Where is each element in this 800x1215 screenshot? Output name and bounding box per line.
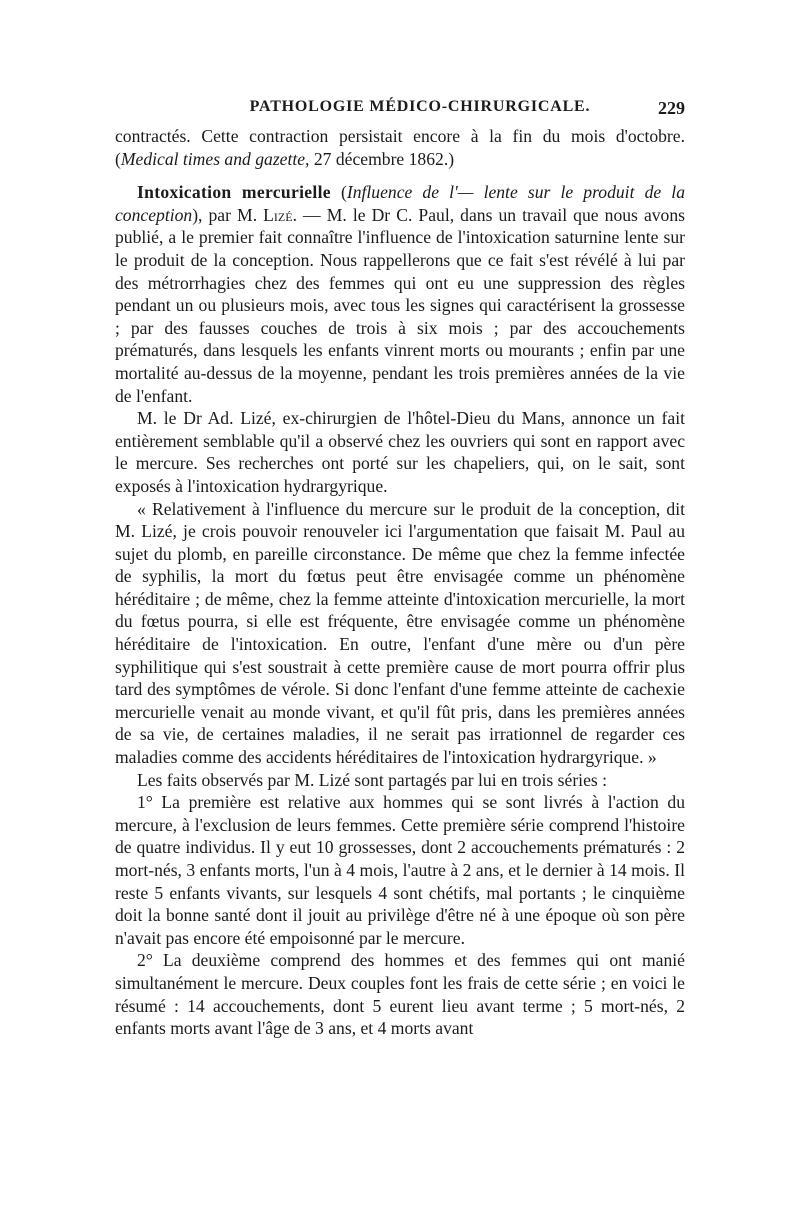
paragraph-text: . — M. le Dr C. Paul, dans un travail que nous avons publié, a le premier fait connaître l'influence de l'intoxication saturnine lente sur le produit de la conception. Nous rappellerons que ce fait s'est révélé à lui par des métrorrhagies chez des femmes qui ont eu une suppression des règles pendant un ou plusieurs mois, avec tous les signes qui caractérisent la grossesse ; par des fausses couches de trois à six mois ; par des accouchements prématurés, dans lesquels les enfants vinrent morts ou mourants ; enfin par une mortalité au-dessus de la moyenne, pendant les trois premières années de la vie de l'enfant. (115, 204, 685, 406)
paragraph: M. le Dr Ad. Lizé, ex-chirurgien de l'hôtel-Dieu du Mans, annonce un fait entièrement semblable qu'il a observé chez les ouvriers qui sont en rapport avec le mercure. Ses recherches ont porté sur les chapeliers, qui, on le sait, sont exposés à l'intoxication hydrargyrique. (115, 408, 685, 496)
page-header (115, 98, 685, 124)
source-citation: Medical times and gazette, (120, 148, 310, 169)
paragraph-series-1: 1° La première est relative aux hommes qui se sont livrés à l'action du mercure, à l'exclusion de leurs femmes. Cette première série comprend l'histoire de quatre individus. Il y eut 10 grossesses, dont 2 accouchements prématurés : 2 mort-nés, 3 enfants morts, l'un à 4 mois, l'autre à 2 ans, et le dernier à 14 mois. Il reste 5 enfants vivants, sur lesquels 4 sont chétifs, mal portants ; le cinquième doit la bonne santé dont il jouit au privilège d'être né à une époque où son père n'avait pas encore été empoisonné par le mercure. (115, 792, 685, 948)
paragraph-text: contractés. Cette contraction persistait encore à la fin du mois d'octobre. ( (115, 126, 685, 169)
paragraph: Les faits observés par M. Lizé sont partagés par lui en trois séries : (137, 769, 608, 790)
section-intoxication-mercurielle (115, 181, 685, 407)
body-text (115, 125, 685, 1040)
paragraph-continuation (115, 125, 685, 170)
author-prefix: ), par M. (192, 204, 264, 225)
running-title: PATHOLOGIE MÉDICO-CHIRURGICALE. (249, 98, 591, 115)
page-number: 229 (658, 98, 685, 118)
paren-open: ( (330, 182, 347, 203)
author-name: Lizé (263, 204, 293, 225)
paragraph-series-2: 2° La deuxième comprend des hommes et des femmes qui ont manié simultanément le mercure. Deux couples font les frais de cette série ; en voici le résumé : 14 accouchements, dont 5 eurent lieu avant terme ; 5 mort-nés, 2 enfants morts avant l'âge de 3 ans, et 4 morts avant (115, 950, 685, 1039)
section-title: Intoxication mercurielle (137, 182, 331, 203)
citation-date: 27 décembre 1862.) (309, 148, 455, 169)
paragraph-quotation: « Relativement à l'influence du mercure sur le produit de la conception, dit M. Lizé, je crois pouvoir renouveler ici l'argumentation que faisait M. Paul au sujet du plomb, en pareille circonstance. De même que chez la femme infectée de syphilis, la mort du fœtus peut être envisagée comme un phénomène héréditaire ; de même, chez la femme atteinte d'intoxication mercurielle, la mort du fœtus pourra, si elle est fréquente, être envisagée comme un phénomène héréditaire de l'intoxication. En outre, l'enfant d'une mère ou d'un père syphilitique qui s'est soustrait à cette première cause de mort pourra offrir plus tard des symptômes de vérole. Si donc l'enfant d'une femme atteinte de cachexie mercurielle venait au monde vivant, et qu'il fût pris, dans les premières années de sa vie, de certaines maladies, il ne serait pas irrationnel de regarder ces maladies comme des accidents héréditaires de l'intoxication hydrargyrique. » (115, 498, 685, 768)
section-subtitle: Influence de l'— lente sur le produit de la conception (115, 182, 685, 225)
